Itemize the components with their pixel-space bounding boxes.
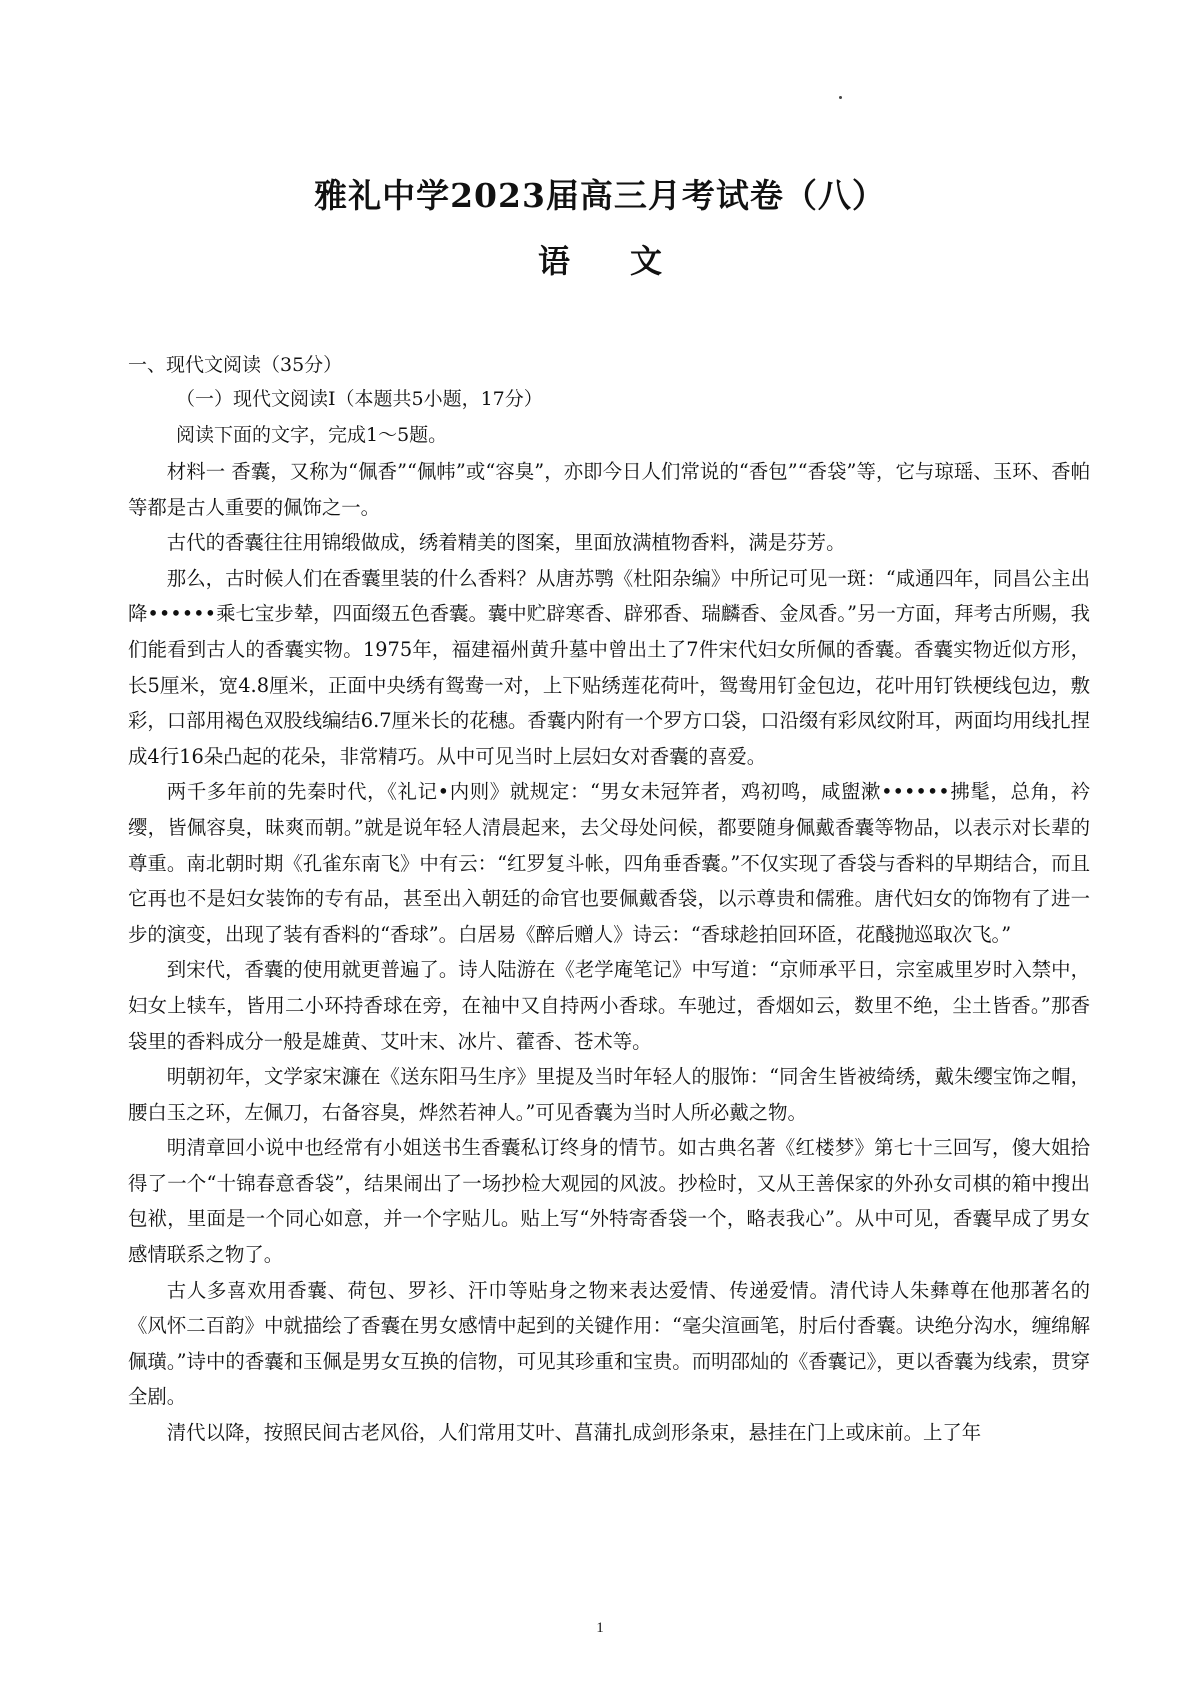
passage-paragraph: 明清章回小说中也经常有小姐送书生香囊私订终身的情节。如古典名著《红楼梦》第七十三回写，傻大姐拾得了一个“十锦春意香袋”，结果闹出了一场抄检大观园的风波。抄检时，又从王善保家的外孙女司棋的箱中搜出包袱，里面是一个同心如意，并一个字贴儿。贴上写“外特寄香袋一个，略表我心”。从中可见，香囊早成了男女感情联系之物了。 bbox=[128, 1136, 1090, 1267]
exam-title: 雅礼中学2023届高三月考试卷（八） bbox=[314, 176, 886, 215]
passage-paragraph: 清代以降，按照民间古老风俗，人们常用艾叶、菖蒲扎成剑形条束，悬挂在门上或床前。上了年 bbox=[166, 1421, 982, 1445]
passage-paragraph: 到宋代，香囊的使用就更普遍了。诗人陆游在《老学庵笔记》中写道：“京师承平日，宗室戚里岁时入禁中，妇女上犊车，皆用二小环持香球在旁，在袖中又自持两小香球。车驰过，香烟如云，数里不绝，尘土皆香。”那香袋里的香料成分一般是雄黄、艾叶末、冰片、藿香、苍术等。 bbox=[128, 958, 1090, 1053]
passage-paragraph: 两千多年前的先秦时代，《礼记•内则》就规定：“男女未冠笄者，鸡初鸣，咸盥漱••••••拂髦，总角，衿缨，皆佩容臭，昧爽而朝。”就是说年轻人清晨起来，去父母处问候，都要随身佩戴香囊等物品，以表示对长辈的尊重。南北朝时期《孔雀东南飞》中有云：“红罗复斗帐，四角垂香囊。”不仅实现了香袋与香料的早期结合，而且它再也不是妇女装饰的专有品，甚至出入朝廷的命官也要佩戴香袋，以示尊贵和儒雅。唐代妇女的饰物有了进一步的演变，出现了装有香料的“香球”。白居易《醉后赠人》诗云：“香球趁拍回环匼，花醆抛巡取次飞。” bbox=[128, 780, 1090, 946]
section-subheading: （一）现代文阅读Ⅰ（本题共5小题，17分） bbox=[176, 388, 543, 410]
passage-paragraph: 古人多喜欢用香囊、荷包、罗衫、汗巾等贴身之物来表达爱情、传递爱情。清代诗人朱彝尊在他那著名的《风怀二百韵》中就描绘了香囊在男女感情中起到的关键作用：“毫尖渲画笔，肘后付香囊。诀绝分沟水，缠绵解佩璜。”诗中的香囊和玉佩是男女互换的信物，可见其珍重和宝贵。而明邵灿的《香囊记》，更以香囊为线索，贯穿全剧。 bbox=[128, 1278, 1090, 1409]
reading-passage bbox=[128, 454, 1090, 1451]
passage-paragraph: 材料一 香囊，又称为“佩香”“佩帏”或“容臭”，亦即今日人们常说的“香包”“香袋”等，它与琼瑶、玉环、香帕等都是古人重要的佩饰之一。 bbox=[128, 460, 1090, 519]
passage-paragraph: 古代的香囊往往用锦缎做成，绣着精美的图案，里面放满植物香料，满是芬芳。 bbox=[166, 531, 846, 555]
subject-char-1: 语 bbox=[537, 242, 570, 280]
reading-instruction: 阅读下面的文字，完成1～5题。 bbox=[176, 424, 448, 446]
subject-char-2: 文 bbox=[630, 242, 663, 280]
passage-paragraph: 明朝初年，文学家宋濂在《送东阳马生序》里提及当时年轻人的服饰：“同舍生皆被绮绣，戴朱缨宝饰之帽，腰白玉之环，左佩刀，右备容臭，烨然若神人。”可见香囊为当时人所必戴之物。 bbox=[128, 1065, 1090, 1124]
scan-dot-mark bbox=[839, 96, 842, 99]
passage-paragraph: 那么，古时候人们在香囊里装的什么香料？从唐苏鹗《杜阳杂编》中所记可见一斑：“咸通四年，同昌公主出降••••••乘七宝步辇，四面缀五色香囊。囊中贮辟寒香、辟邪香、瑞麟香、金凤香。”另一方面，拜考古所赐，我们能看到古人的香囊实物。1975年，福建福州黄升墓中曾出土了7件宋代妇女所佩的香囊。香囊实物近似方形，长5厘米，宽4.8厘米，正面中央绣有鸳鸯一对，上下贴绣莲花荷叶，鸳鸯用钉金包边，花叶用钉铁梗线包边，敷彩，口部用褐色双股线编结6.7厘米长的花穗。香囊内附有一个罗方口袋，口沿缀有彩凤纹附耳，两面均用线扎捏成4行16朵凸起的花朵，非常精巧。从中可见当时上层妇女对香囊的喜爱。 bbox=[128, 566, 1090, 768]
page-number: 1 bbox=[596, 1620, 604, 1636]
section-heading: 一、现代文阅读（35分） bbox=[128, 354, 343, 376]
subject-heading bbox=[0, 236, 1200, 282]
